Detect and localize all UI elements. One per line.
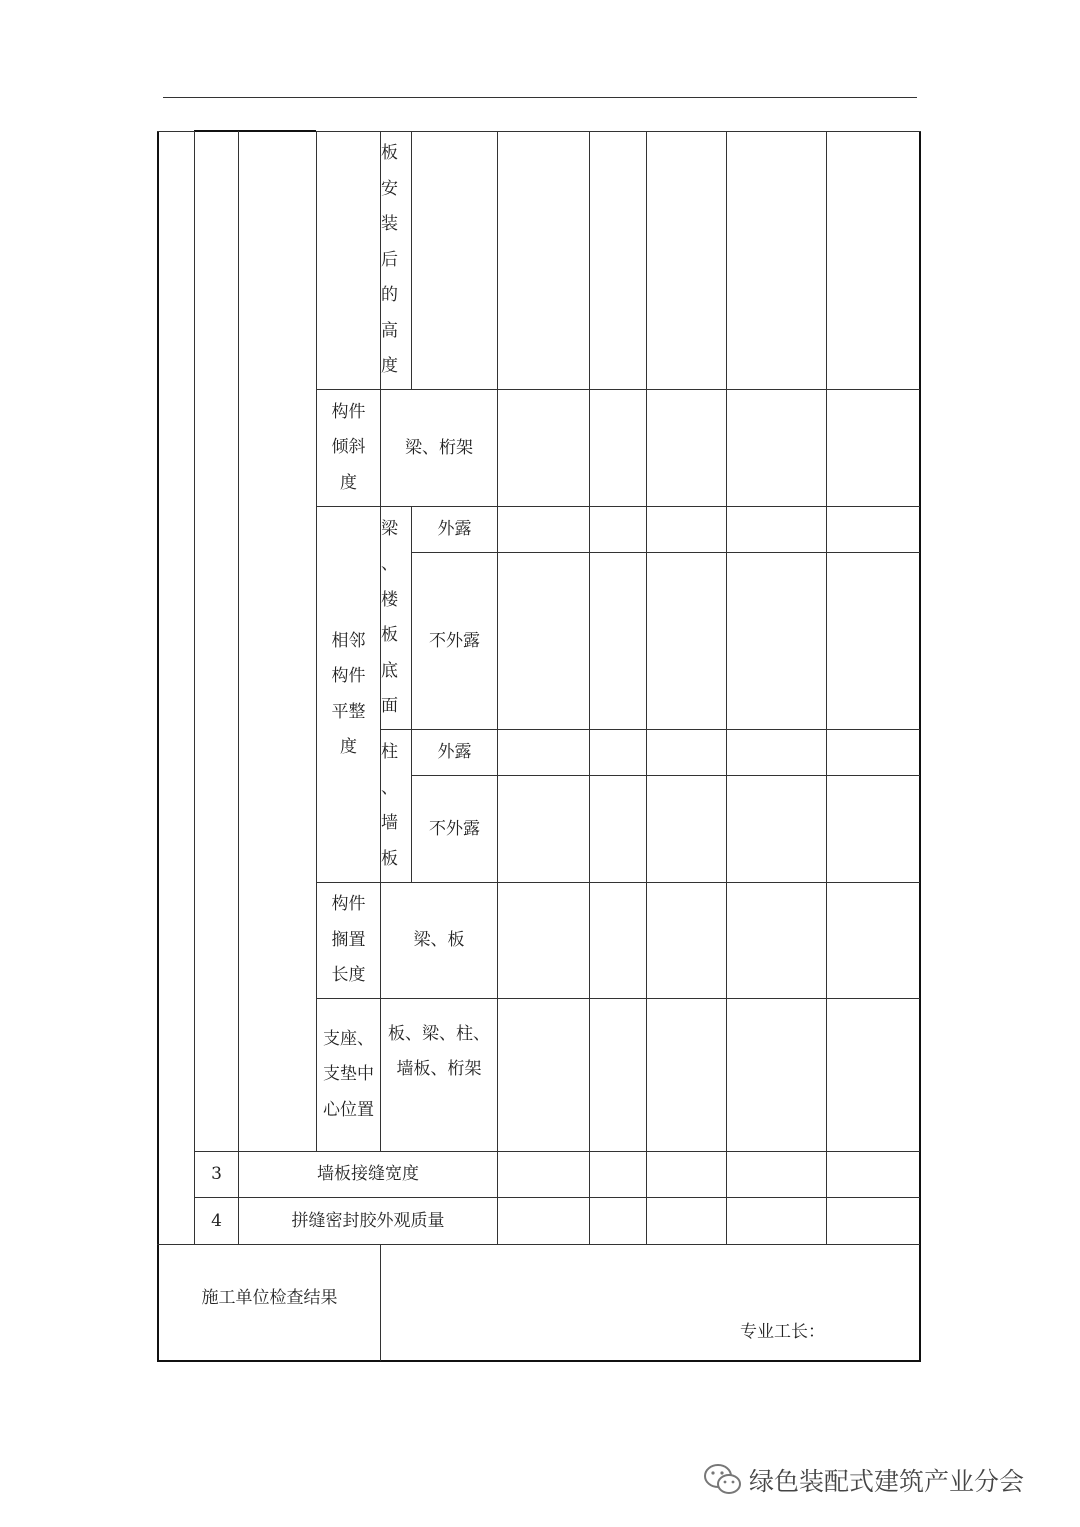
vertical-text-line: 搁置	[331, 929, 366, 950]
table-top-accent	[194, 130, 316, 132]
exposed-label-1: 外露	[437, 519, 472, 539]
vertical-text-line: 面	[381, 696, 398, 716]
flatness-label	[317, 507, 380, 882]
vertical-text-line: 、	[381, 777, 398, 798]
table-border-bottom	[157, 1360, 921, 1362]
vertical-text-line: 度	[340, 472, 357, 493]
vertical-text-line: 板	[381, 848, 398, 869]
vertical-text-line: 度	[340, 737, 357, 757]
tilt-label	[317, 390, 380, 506]
col-line	[238, 131, 239, 1244]
col-line	[411, 131, 412, 389]
column-wall-label	[381, 730, 411, 882]
tilt-target: 梁、桁架	[405, 437, 473, 458]
vertical-text-line: 底	[381, 660, 398, 681]
vertical-text-line: 度	[381, 356, 398, 377]
vertical-text-line: 支座、	[323, 1028, 374, 1049]
vertical-text-line: 平整	[331, 701, 366, 722]
vertical-text-line: 倾斜	[331, 437, 366, 458]
table-border-right	[919, 131, 921, 1362]
vertical-text-line: 墙	[381, 813, 398, 833]
watermark-text: 绿色装配式建筑产业分会	[749, 1467, 1025, 1496]
item3-number: 3	[211, 1164, 222, 1184]
vertical-text-line: 、	[381, 554, 398, 574]
row-line	[157, 1244, 920, 1245]
col-line	[726, 131, 727, 1244]
vertical-text-line: 安	[381, 178, 398, 199]
vertical-text-line: 柱	[381, 742, 398, 762]
vertical-text-line: 长度	[331, 965, 366, 986]
item3-label: 墙板接缝宽度	[317, 1164, 419, 1184]
not-exposed-label-2: 不外露	[429, 818, 480, 839]
item4-number: 4	[211, 1210, 222, 1231]
col-line	[497, 131, 498, 1244]
vertical-text-line: 的	[381, 285, 398, 306]
col-line	[589, 131, 590, 1244]
support-target-line-1: 板、梁、柱、	[388, 1023, 490, 1044]
vertical-text-line: 构件	[331, 666, 366, 686]
vertical-text-line: 楼	[381, 589, 398, 610]
result-label: 施工单位检查结果	[201, 1287, 338, 1308]
vertical-text-line: 构件	[331, 894, 366, 915]
foreman-label: 专业工长：	[740, 1321, 825, 1342]
vertical-text-line: 心位置	[323, 1099, 374, 1120]
support-target-line-2: 墙板、桁架	[396, 1059, 482, 1079]
table-border-left	[157, 131, 159, 1362]
bearing-label	[317, 883, 380, 998]
watermark	[703, 1460, 1024, 1500]
col-line	[646, 131, 647, 1244]
bearing-target: 梁、板	[413, 930, 465, 950]
vertical-text-line: 构件	[331, 401, 366, 422]
vertical-text-line: 板	[381, 625, 398, 645]
beam-floor-label	[381, 507, 411, 729]
not-exposed-label-1: 不外露	[429, 630, 480, 651]
support-label	[317, 999, 380, 1151]
vertical-text-line: 相邻	[331, 630, 366, 651]
vertical-text-line: 梁	[381, 518, 398, 539]
col-line	[826, 131, 827, 1244]
support-target	[381, 999, 497, 1105]
height-label	[381, 132, 411, 389]
col-line	[194, 131, 195, 1244]
wechat-icon	[703, 1463, 743, 1497]
item4-label: 拼缝密封胶外观质量	[291, 1210, 445, 1231]
vertical-text-line: 支垫中	[323, 1064, 374, 1085]
vertical-text-line: 板	[381, 143, 398, 164]
vertical-text-line: 高	[381, 320, 398, 341]
vertical-text-line: 装	[381, 214, 398, 235]
exposed-label-2: 外露	[437, 742, 472, 762]
col-line	[380, 1244, 381, 1361]
vertical-text-line: 后	[381, 249, 398, 270]
